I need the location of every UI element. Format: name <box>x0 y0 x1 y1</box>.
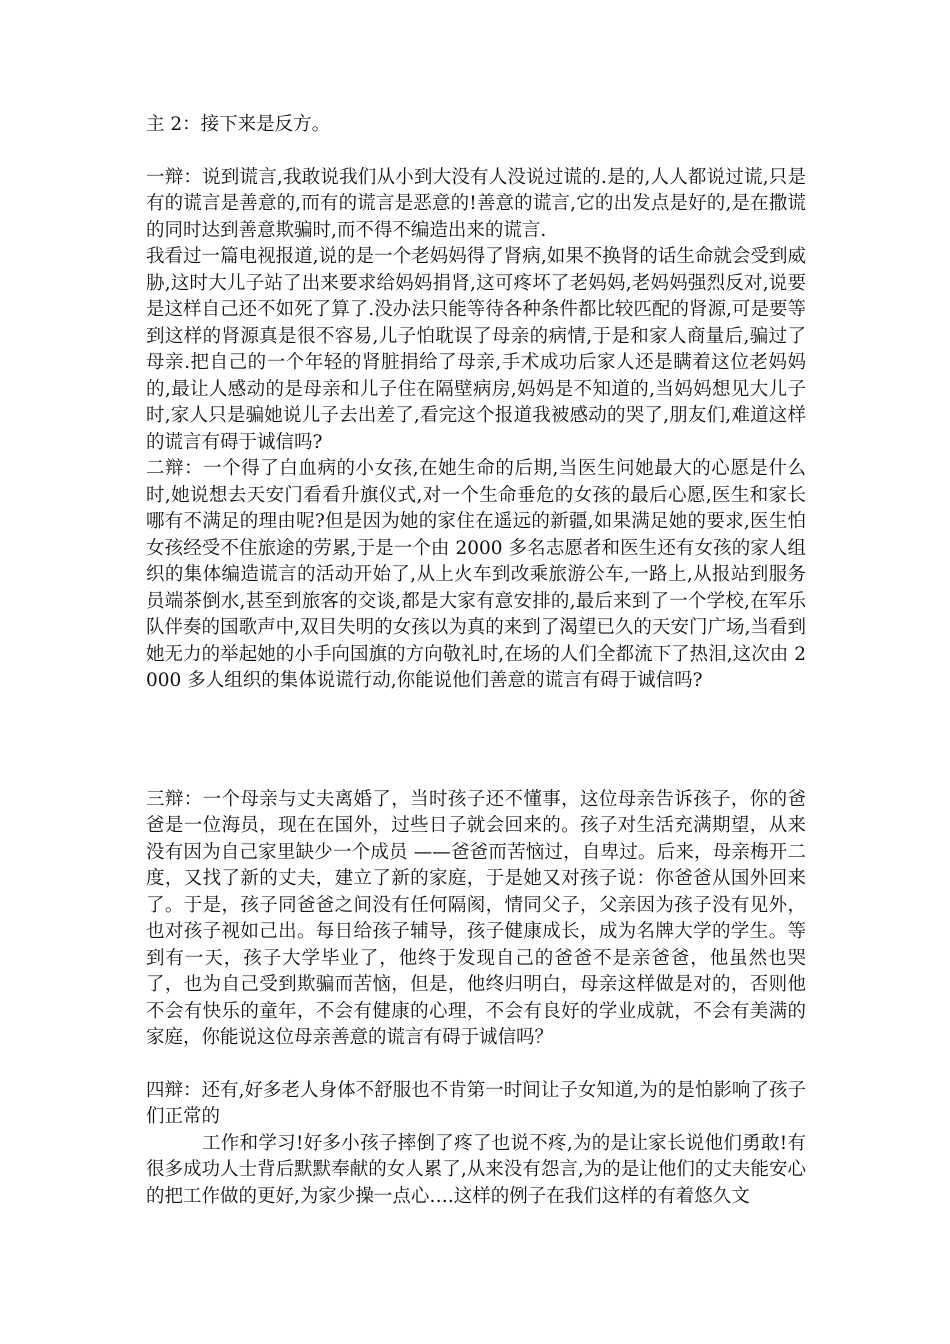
third-debater-paragraph: 三辩：一个母亲与丈夫离婚了，当时孩子还不懂事，这位母亲告诉孩子，你的爸爸是一位海员，现在在国外，过些日子就会回来的。孩子对生活充满期望，从来没有因为自己家里缺少一个成员 ——爸爸而苦恼过，自卑过。后来，母亲梅开二度，又找了新的丈夫，建立了新的家庭，于是她又对孩子说：你爸爸从国外回来了。于是，孩子同爸爸之间没有任何隔阂，情同父子，父亲因为孩子没有见外，也对孩子视如己出。每日给孩子辅导，孩子健康成长，成为名牌大学的学生。等到有一天，孩子大学毕业了，他终于发现自己的爸爸不是亲爸爸，他虽然也哭了，也为自己受到欺骗而苦恼，但是，他终归明白，母亲这样做是对的，否则他不会有快乐的童年，不会有健康的心理，不会有良好的学业成就，不会有美满的家庭，你能说这位母亲善意的谎言有碍于诚信吗？ <box>146 788 806 1048</box>
first-debater-paragraph-2: 我看过一篇电视报道,说的是一个老妈妈得了肾病,如果不换肾的话生命就会受到威胁,这时大儿子站了出来要求给妈妈捐肾,这可疼坏了老妈妈,老妈妈强烈反对,说要是这样自己还不如死了算了.没办法只能等待各种条件都比较匹配的肾源,可是要等到这样的肾源真是很不容易,儿子怕耽误了母亲的病情,于是和家人商量后,骗过了母亲.把自己的一个年轻的肾脏捐给了母亲,手术成功后家人还是瞒着这位老妈妈的,最让人感动的是母亲和儿子住在隔壁病房,妈妈是不知道的,当妈妈想见大儿子时,家人只是骗她说儿子去出差了,看完这个报道我被感动的哭了,朋友们,难道这样的谎言有碍于诚信吗? <box>146 246 806 453</box>
document-body <box>146 112 806 1210</box>
section-gap <box>146 695 806 787</box>
paragraph-gap <box>146 139 806 165</box>
paragraph-gap <box>146 1052 806 1078</box>
fourth-debater-paragraph-1: 四辩：还有,好多老人身体不舒服也不肯第一时间让子女知道,为的是怕影响了孩子们正常的 <box>146 1079 806 1127</box>
first-debater-paragraph-1: 一辩：说到谎言,我敢说我们从小到大没有人没说过谎的.是的,人人都说过谎,只是有的谎言是善意的,而有的谎言是恶意的!善意的谎言,它的出发点是好的,是在撒谎的同时达到善意欺骗时,而不得不编造出来的谎言. <box>146 166 806 241</box>
second-debater-paragraph: 二辩：一个得了白血病的小女孩,在她生命的后期,当医生问她最大的心愿是什么时,她说想去天安门看看升旗仪式,对一个生命垂危的女孩的最后心愿,医生和家长哪有不满足的理由呢?但是因为她的家住在遥远的新疆,如果满足她的要求,医生怕女孩经受不住旅途的劳累,于是一个由 2000 多名志愿者和医生还有女孩的家人组织的集体编造谎言的活动开始了,从上火车到改乘旅游公车,一路上,从报站到服务员端茶倒水,甚至到旅客的交谈,都是大家有意安排的,最后来到了一个学校,在军乐队伴奏的国歌声中,双目失明的女孩以为真的来到了渴望已久的天安门广场,当看到她无力的举起她的小手向国旗的方向敬礼时,在场的人们全都流下了热泪,这次由 2000 多人组织的集体说谎行动,你能说他们善意的谎言有碍于诚信吗? <box>146 458 806 691</box>
host-line: 主 2：接下来是反方。 <box>146 114 331 135</box>
fourth-debater-paragraph-2: 工作和学习!好多小孩子摔倒了疼了也说不疼,为的是让家长说他们勇敢!有很多成功人士背后默默奉献的女人累了,从来没有怨言,为的是让他们的丈夫能安心的把工作做的更好,为家少操一点心….这样的例子在我们这样的有着悠久文 <box>146 1132 806 1207</box>
